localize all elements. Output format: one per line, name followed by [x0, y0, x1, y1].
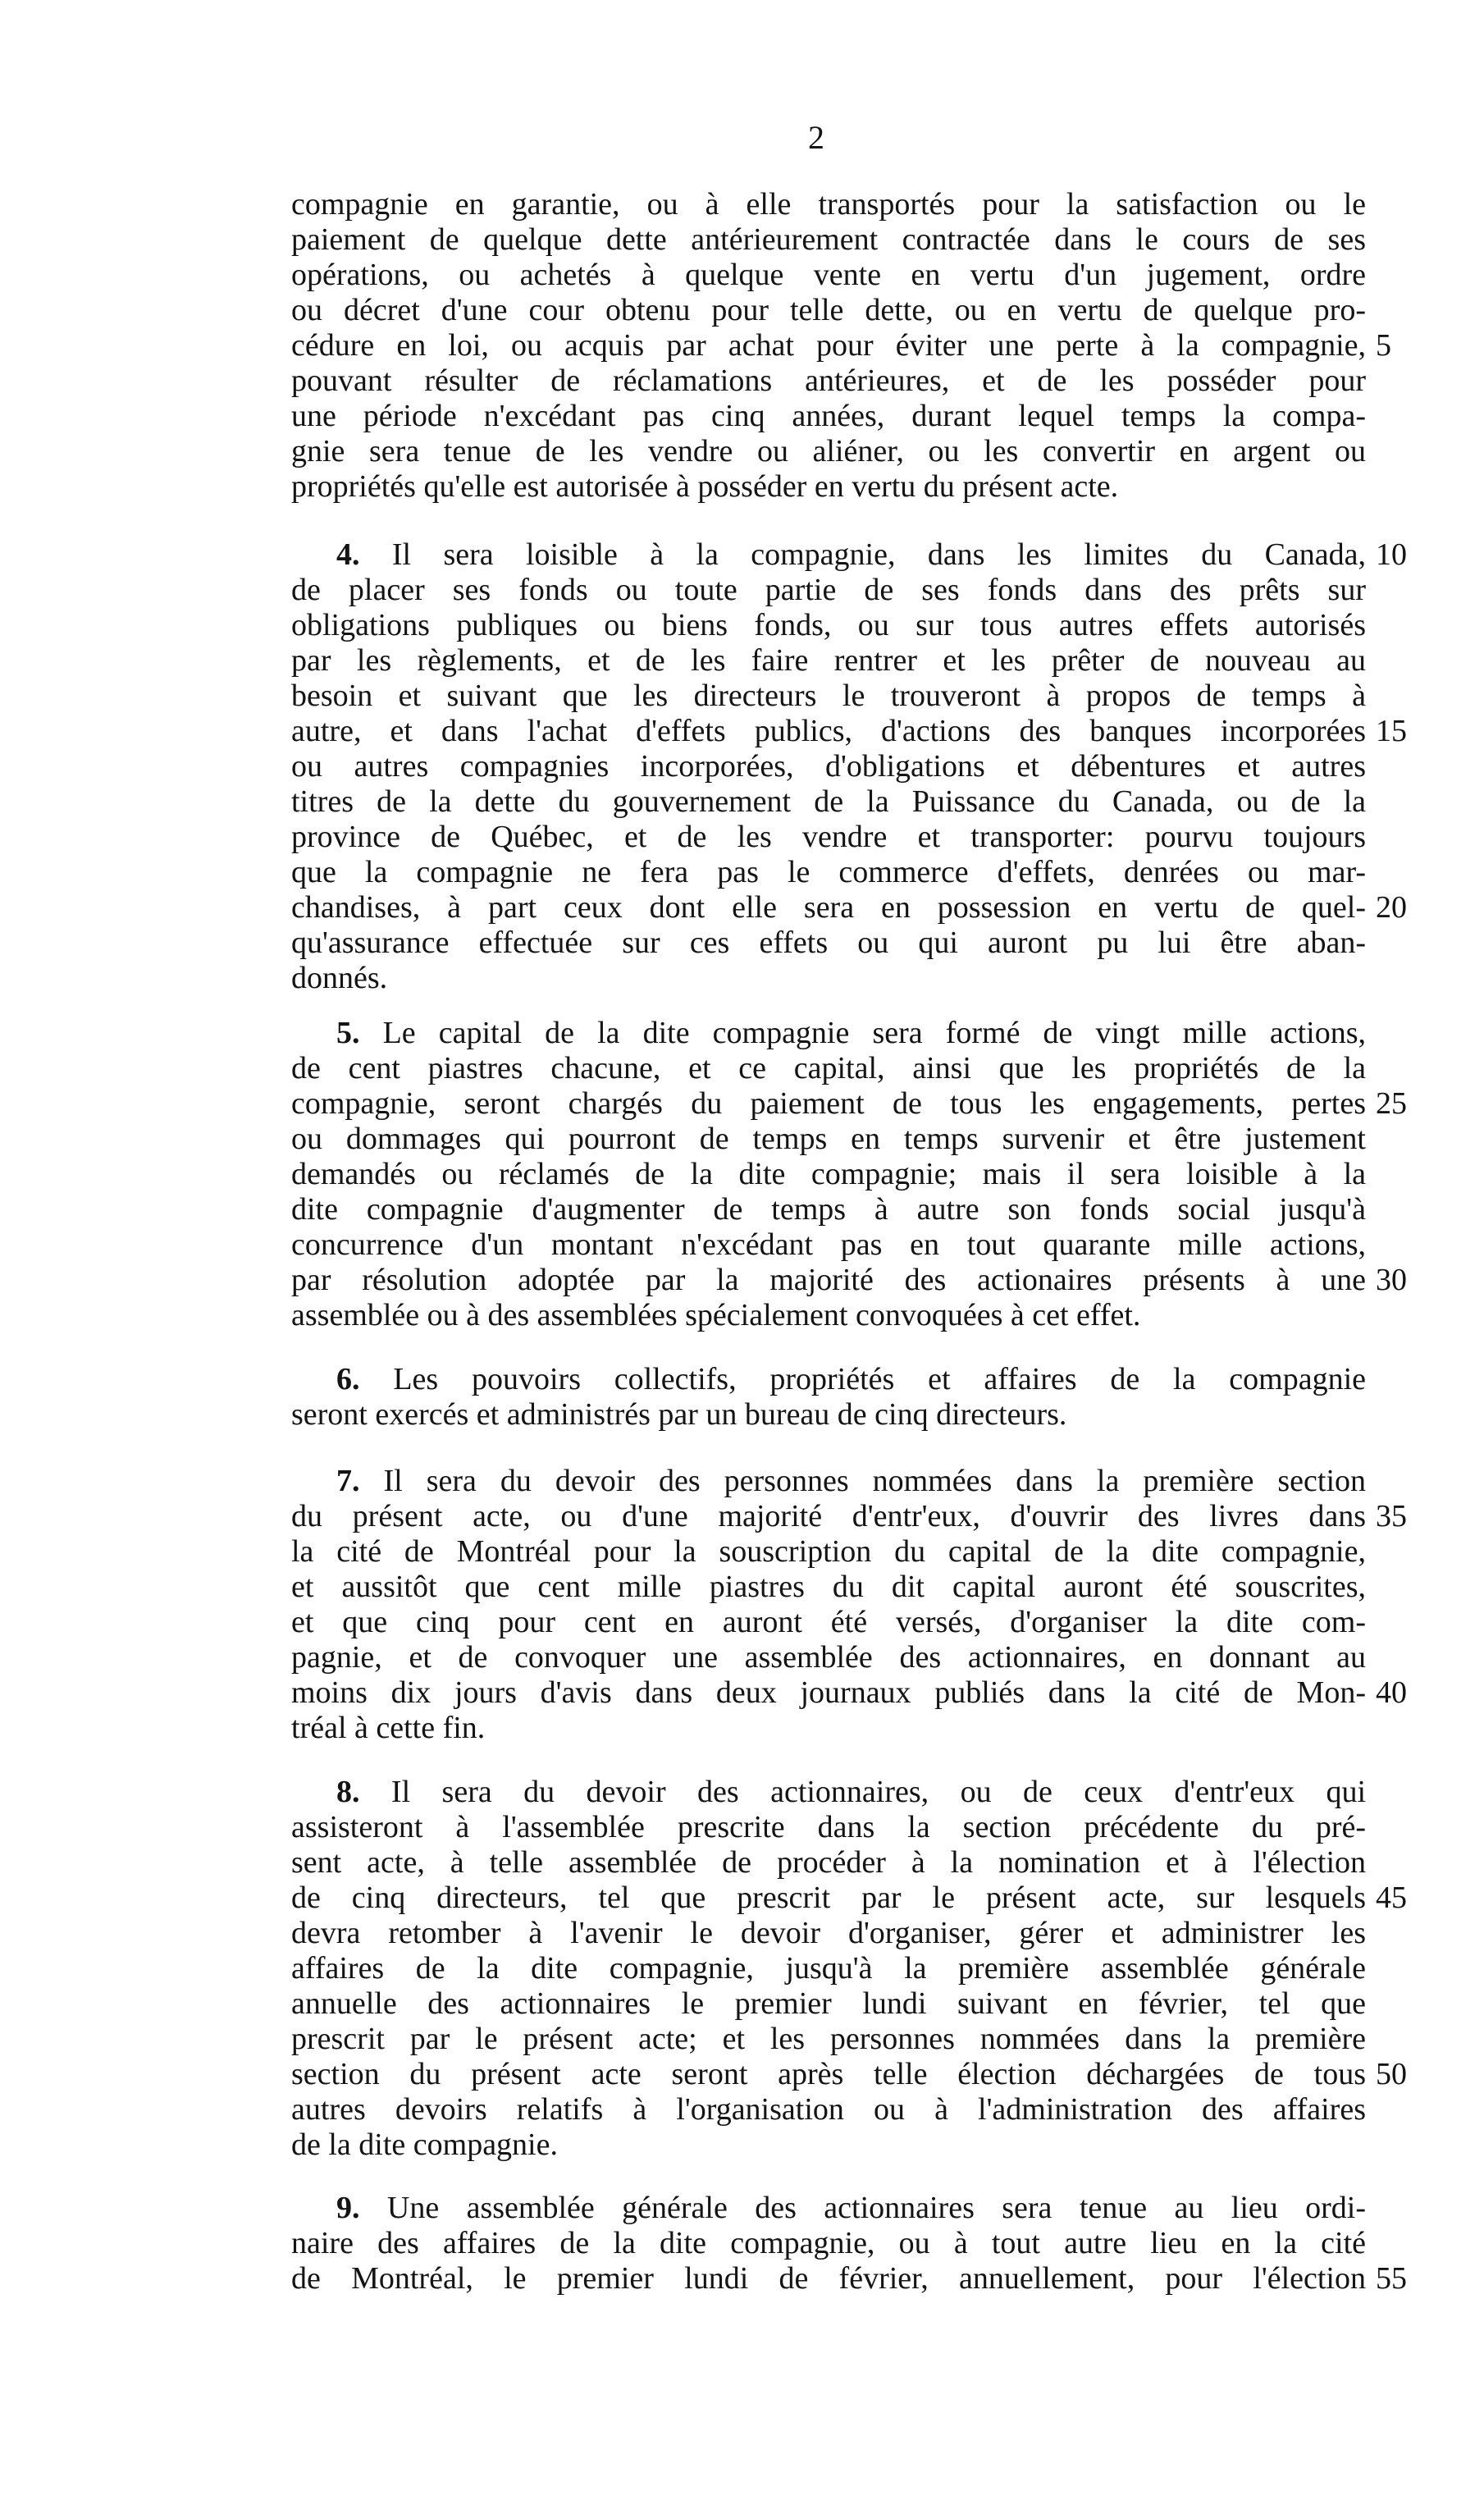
text-line	[291, 1499, 1407, 1534]
line-text: Une assemblée générale des actionnaires sera tenue au lieu ordi-	[386, 2191, 1367, 2225]
line-number-marker: 15	[1376, 714, 1407, 748]
line-number-marker: 5	[1376, 328, 1391, 363]
text-line: opérations, ou achetés à quelque vente en vertu d'un jugement, ordre	[291, 258, 1366, 292]
text-line: prescrit par le présent acte; et les personnes nommées dans la première	[291, 2022, 1366, 2056]
line-text: de Montréal, le premier lundi de février, annuellement, pour l'élection	[291, 2261, 1366, 2296]
line-number-marker: 50	[1376, 2057, 1407, 2091]
line-text: par résolution adoptée par la majorité des actionaires présents à une	[291, 1263, 1366, 1297]
section-8	[291, 1775, 1407, 2163]
text-line: assemblée ou à des assemblées spécialement convoquées à cet effet.	[291, 1298, 1141, 1332]
line-number-marker: 10	[1376, 537, 1407, 572]
line-text: Il sera loisible à la compagnie, dans les limites du Canada,	[391, 537, 1367, 572]
section-number: 7.	[336, 1464, 360, 1498]
line-number-marker: 35	[1376, 1499, 1407, 1533]
line-number-marker: 55	[1376, 2261, 1407, 2296]
line-text: Il sera du devoir des actionnaires, ou de ceux d'entr'eux qui	[390, 1775, 1367, 1809]
text-line	[291, 328, 1391, 363]
paragraph-continuation	[291, 187, 1391, 505]
text-line: de placer ses fonds ou toute partie de ses fonds dans des prêts sur	[291, 573, 1366, 607]
line-text: Il sera du devoir des personnes nommées dans la première section	[383, 1464, 1366, 1498]
text-line	[291, 1464, 1366, 1499]
text-line: titres de la dette du gouvernement de la Puissance du Canada, ou de la	[291, 784, 1366, 819]
line-number-marker: 20	[1376, 890, 1407, 925]
text-line: seront exercés et administrés par un bureau de cinq directeurs.	[291, 1397, 1067, 1432]
text-line	[291, 1362, 1366, 1397]
text-line: besoin et suivant que les directeurs le trouveront à propos de temps à	[291, 679, 1366, 713]
text-line: sent acte, à telle assemblée de procéder à la nomination et à l'élection	[291, 1845, 1366, 1880]
text-line	[291, 714, 1407, 749]
text-line: autres devoirs relatifs à l'organisation ou à l'administration des affaires	[291, 2092, 1366, 2127]
text-line: de la dite compagnie.	[291, 2127, 558, 2162]
text-line	[291, 1086, 1407, 1122]
line-text: du présent acte, ou d'une majorité d'entr'eux, d'ouvrir des livres dans	[291, 1499, 1366, 1533]
line-text: cédure en loi, ou acquis par achat pour éviter une perte à la compagnie,	[291, 328, 1366, 363]
section-6	[291, 1362, 1366, 1433]
text-line: assisteront à l'assemblée prescrite dans la section précédente du pré-	[291, 1810, 1366, 1844]
section-number: 6.	[336, 1362, 360, 1396]
text-line	[291, 1775, 1366, 1810]
text-line: ou autres compagnies incorporées, d'obligations et débentures et autres	[291, 749, 1366, 784]
text-line: que la compagnie ne fera pas le commerce d'effets, denrées ou mar-	[291, 855, 1366, 889]
text-line: dite compagnie d'augmenter de temps à autre son fonds social jusqu'à	[291, 1192, 1366, 1227]
line-number-marker: 25	[1376, 1086, 1407, 1121]
text-line	[291, 2057, 1407, 2092]
line-text: moins dix jours d'avis dans deux journaux publiés dans la cité de Mon-	[291, 1675, 1366, 1710]
text-line	[291, 1675, 1407, 1711]
section-7	[291, 1464, 1407, 1746]
text-line: paiement de quelque dette antérieurement contractée dans le cours de ses	[291, 222, 1366, 257]
text-line	[291, 890, 1407, 925]
text-line: de cent piastres chacune, et ce capital, ainsi que les propriétés de la	[291, 1051, 1366, 1085]
text-line	[291, 2261, 1407, 2296]
text-line: donnés.	[291, 961, 388, 995]
line-number-marker: 30	[1376, 1263, 1407, 1297]
text-line: la cité de Montréal pour la souscription du capital de la dite compagnie,	[291, 1534, 1366, 1569]
text-line: par les règlements, et de les faire rentrer et les prêter de nouveau au	[291, 643, 1366, 678]
line-text: compagnie, seront chargés du paiement de tous les engagements, pertes	[291, 1086, 1366, 1121]
text-line: compagnie en garantie, ou à elle transportés pour la satisfaction ou le	[291, 187, 1366, 222]
text-line	[291, 2191, 1366, 2226]
line-text: Les pouvoirs collectifs, propriétés et affaires de la compagnie	[393, 1362, 1367, 1396]
line-text: autre, et dans l'achat d'effets publics, d'actions des banques incorporées	[291, 714, 1366, 748]
line-text: Le capital de la dite compagnie sera formé de vingt mille actions,	[382, 1016, 1366, 1050]
text-line	[291, 1881, 1407, 1916]
text-line: concurrence d'un montant n'excédant pas en tout quarante mille actions,	[291, 1227, 1366, 1262]
section-number: 4.	[336, 537, 360, 572]
text-line	[291, 1263, 1407, 1298]
section-number: 9.	[336, 2191, 360, 2225]
section-number: 8.	[336, 1775, 360, 1809]
text-line: pouvant résulter de réclamations antérieures, et de les posséder pour	[291, 363, 1366, 398]
text-line: et que cinq pour cent en auront été versés, d'organiser la dite com-	[291, 1605, 1366, 1639]
section-4	[291, 537, 1407, 996]
text-line: gnie sera tenue de les vendre ou aliéner, ou les convertir en argent ou	[291, 434, 1366, 468]
text-line: tréal à cette fin.	[291, 1711, 486, 1745]
text-line	[291, 1016, 1366, 1051]
line-number-marker: 45	[1376, 1881, 1407, 1915]
page-number: 2	[808, 119, 824, 156]
line-text: chandises, à part ceux dont elle sera en possession en vertu de quel-	[291, 890, 1366, 925]
text-line: une période n'excédant pas cinq années, durant lequel temps la compa-	[291, 399, 1366, 433]
text-line: propriétés qu'elle est autorisée à posséder en vertu du présent acte.	[291, 469, 1119, 504]
text-line	[291, 537, 1407, 573]
text-line: et aussitôt que cent mille piastres du dit capital auront été souscrites,	[291, 1570, 1366, 1604]
text-line: obligations publiques ou biens fonds, ou sur tous autres effets autorisés	[291, 608, 1366, 642]
text-line: ou décret d'une cour obtenu pour telle dette, ou en vertu de quelque pro-	[291, 293, 1366, 327]
section-9	[291, 2191, 1407, 2296]
text-line: pagnie, et de convoquer une assemblée des actionnaires, en donnant au	[291, 1640, 1366, 1675]
text-line: province de Québec, et de les vendre et transporter: pourvu toujours	[291, 820, 1366, 854]
text-line: devra retomber à l'avenir le devoir d'organiser, gérer et administrer les	[291, 1916, 1366, 1950]
text-line: annuelle des actionnaires le premier lundi suivant en février, tel que	[291, 1986, 1366, 2021]
line-number-marker: 40	[1376, 1675, 1407, 1710]
section-5	[291, 1016, 1407, 1333]
text-line: qu'assurance effectuée sur ces effets ou qui auront pu lui être aban-	[291, 925, 1366, 960]
text-line: affaires de la dite compagnie, jusqu'à la première assemblée générale	[291, 1951, 1366, 1986]
section-number: 5.	[336, 1016, 360, 1050]
text-line: ou dommages qui pourront de temps en temps survenir et être justement	[291, 1122, 1366, 1156]
text-line: demandés ou réclamés de la dite compagnie; mais il sera loisible à la	[291, 1157, 1366, 1191]
line-text: de cinq directeurs, tel que prescrit par le présent acte, sur lesquels	[291, 1881, 1366, 1915]
line-text: section du présent acte seront après telle élection déchargées de tous	[291, 2057, 1366, 2091]
text-line: naire des affaires de la dite compagnie, ou à tout autre lieu en la cité	[291, 2226, 1366, 2260]
